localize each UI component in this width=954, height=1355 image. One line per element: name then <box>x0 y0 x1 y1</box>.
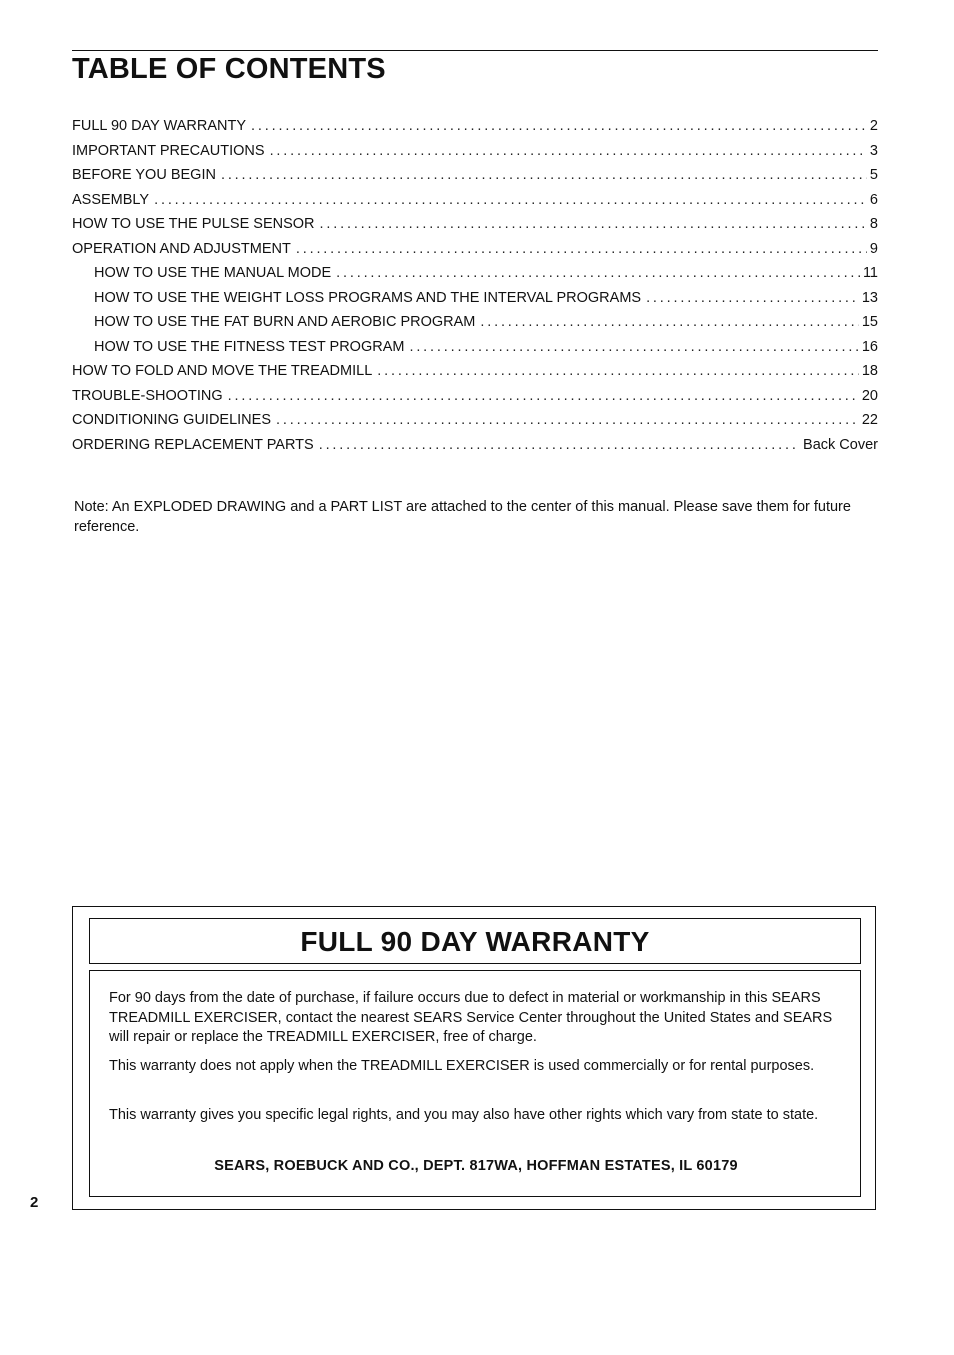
warranty-paragraph: For 90 days from the date of purchase, if failure occurs due to defect in material or workmanship in this SEARS TREADMILL EXERCISER, contact the nearest SEARS Service Center throughout the United States and SEARS will repair or replace the TREADMILL EXERCISER, free of charge. <box>109 990 833 1045</box>
toc-entry <box>72 263 878 288</box>
toc-entry <box>72 214 878 239</box>
toc-entry-page: 18 <box>861 363 878 379</box>
toc-entry <box>72 410 878 435</box>
warranty-title-box <box>89 918 861 964</box>
toc-dot-leader <box>409 337 858 357</box>
toc-entry <box>72 361 878 386</box>
toc-entry <box>72 435 878 460</box>
toc-entry-label: HOW TO USE THE MANUAL MODE <box>94 265 332 281</box>
toc-dot-leader <box>251 116 867 136</box>
toc-entry-page: 22 <box>861 412 878 428</box>
toc-entry-page: 13 <box>861 289 878 306</box>
toc-dot-leader <box>221 165 867 185</box>
warranty-body <box>89 970 861 1197</box>
toc-entry <box>72 165 878 190</box>
toc-entry-label: IMPORTANT PRECAUTIONS <box>72 142 265 159</box>
toc-entry-page: 16 <box>861 338 878 355</box>
note-text: Note: An EXPLODED DRAWING and a PART LIST are attached to the center of this manual. Please save them for future reference. <box>74 499 851 535</box>
page-title: TABLE OF CONTENTS <box>72 53 386 85</box>
toc-entry-label: HOW TO USE THE FITNESS TEST PROGRAM <box>94 338 405 355</box>
warranty-title: FULL 90 DAY WARRANTY <box>300 926 650 957</box>
toc-entry-label: HOW TO FOLD AND MOVE THE TREADMILL <box>72 363 373 379</box>
toc-entry-label: HOW TO USE THE FAT BURN AND AEROBIC PROGRAM <box>94 314 476 330</box>
toc-entry-page: 9 <box>869 240 878 257</box>
toc-entry <box>72 239 878 264</box>
toc-entry-label: TROUBLE-SHOOTING <box>72 387 223 404</box>
toc-entry-page: 11 <box>862 265 878 281</box>
warranty-box <box>72 906 876 1210</box>
toc-entry-page: 2 <box>869 118 878 134</box>
warranty-address: SEARS, ROEBUCK AND CO., DEPT. 817WA, HOFFMAN ESTATES, IL 60179 <box>214 1158 738 1174</box>
toc-entry-label: ASSEMBLY <box>72 191 150 208</box>
toc-entry <box>72 386 878 411</box>
table-of-contents <box>72 116 878 459</box>
toc-dot-leader <box>228 386 859 406</box>
toc-dot-leader <box>319 435 800 455</box>
toc-dot-leader <box>377 361 859 381</box>
toc-entry-label: CONDITIONING GUIDELINES <box>72 412 271 428</box>
toc-dot-leader <box>320 214 867 234</box>
toc-dot-leader <box>154 190 867 210</box>
toc-entry <box>72 288 878 313</box>
toc-entry-page: 3 <box>869 142 878 159</box>
toc-entry <box>72 141 878 166</box>
warranty-paragraph: This warranty does not apply when the TREADMILL EXERCISER is used commercially or for rental purposes. <box>109 1058 815 1074</box>
toc-entry-label: FULL 90 DAY WARRANTY <box>72 118 247 134</box>
toc-entry-page: 8 <box>869 216 878 232</box>
warranty-paragraph: This warranty gives you specific legal rights, and you may also have other rights which vary from state to state. <box>109 1107 819 1123</box>
toc-entry-page: Back Cover <box>803 436 878 453</box>
toc-entry-page: 20 <box>861 387 878 404</box>
toc-dot-leader <box>480 312 858 332</box>
toc-dot-leader <box>646 288 859 308</box>
toc-entry <box>72 337 878 362</box>
toc-entry-label: HOW TO USE THE PULSE SENSOR <box>72 216 315 232</box>
toc-dot-leader <box>276 410 859 430</box>
toc-entry-page: 15 <box>861 314 878 330</box>
toc-entry-label: ORDERING REPLACEMENT PARTS <box>72 436 314 453</box>
toc-dot-leader <box>336 263 860 283</box>
toc-entry-label: HOW TO USE THE WEIGHT LOSS PROGRAMS AND THE INTERVAL PROGRAMS <box>94 289 642 306</box>
toc-entry-page: 6 <box>869 191 878 208</box>
toc-entry <box>72 312 878 337</box>
toc-entry-page: 5 <box>869 167 878 183</box>
toc-dot-leader <box>296 239 867 259</box>
toc-dot-leader <box>270 141 867 161</box>
toc-entry <box>72 190 878 215</box>
page-number: 2 <box>30 1194 39 1211</box>
toc-entry-label: OPERATION AND ADJUSTMENT <box>72 240 291 257</box>
toc-entry-label: BEFORE YOU BEGIN <box>72 167 216 183</box>
toc-entry <box>72 116 878 141</box>
